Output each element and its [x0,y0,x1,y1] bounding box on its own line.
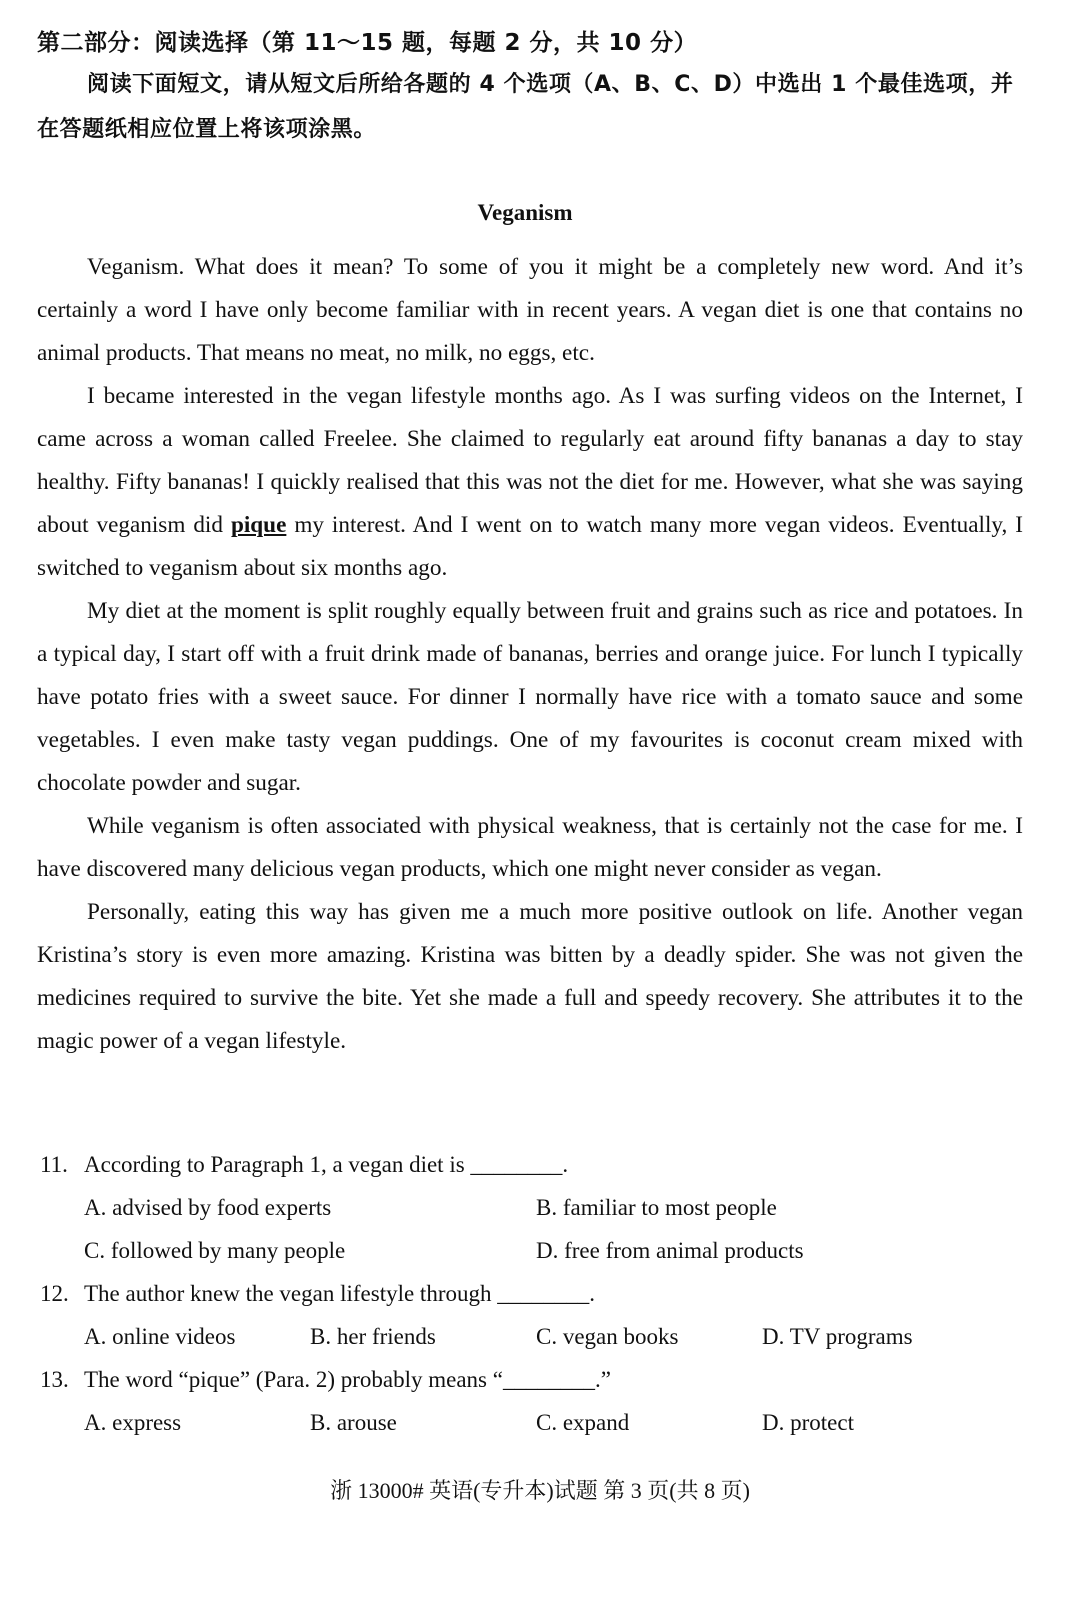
option-b: B. familiar to most people [536,1195,777,1220]
option-d: D. free from animal products [536,1238,804,1263]
option-b: B. her friends [310,1324,436,1349]
question-11-options-row-2 [40,1229,1020,1272]
question-13-options-row [40,1401,1020,1444]
passage-title: Veganism [477,200,573,225]
option-d: D. TV programs [762,1324,913,1349]
question-number: 11. [40,1152,68,1177]
option-c: C. followed by many people [84,1238,346,1263]
question-11-stem [40,1143,1020,1186]
page-footer: 浙 13000# 英语(专升本)试题 第 3 页(共 8 页) [330,1478,750,1503]
paragraph-5: Personally, eating this way has given me a much more positive outlook on life. Another vegan Kristina’s story is even more amazing. Kristina was bitten by a deadly spider. She was not given the medicines required to survive the bite. Yet she made a full and speedy recovery. She attributes it to the magic power of a vegan lifestyle. [37,899,1023,1054]
question-12-stem [40,1272,1020,1315]
paragraph-2 [37,375,1023,590]
option-a: A. advised by food experts [84,1195,332,1220]
paragraph-2-text-before: I became interested in the vegan lifestyle months ago. As I was surfing videos on the Internet, I came across a woman called Freelee. She claimed to regularly eat around fifty bananas a day to stay healthy. Fifty bananas! I quickly realised that this was not the diet for me. However, what she was saying about veganism did [37,383,1023,538]
paragraph-4: While veganism is often associated with physical weakness, that is certainly not the case for me. I have discovered many delicious vegan products, which one might never consider as vegan. [37,813,1023,882]
option-c: C. vegan books [536,1324,679,1349]
option-a: A. express [84,1410,182,1435]
question-13-stem [40,1358,1020,1401]
question-text: The author knew the vegan lifestyle through ________. [84,1281,595,1306]
paragraph-3: My diet at the moment is split roughly equally between fruit and grains such as rice and potatoes. In a typical day, I start off with a fruit drink made of bananas, berries and orange juice. For lunch I typically have potato fries with a sweet sauce. For dinner I normally have rice with a tomato sauce and some vegetables. I even make tasty vegan puddings. One of my favourites is coconut cream mixed with chocolate powder and sugar. [37,598,1023,796]
instructions: 阅读下面短文，请从短文后所给各题的 4 个选项（A、B、C、D）中选出 1 个最佳选项，并在答题纸相应位置上将该项涂黑。 [37,72,1014,142]
paragraph-1: Veganism. What does it mean? To some of you it might be a completely new word. And it’s certainly a word I have only become familiar with in recent years. A vegan diet is one that contains no animal products. That means no meat, no milk, no eggs, etc. [37,254,1023,366]
option-c: C. expand [536,1410,630,1435]
question-text: According to Paragraph 1, a vegan diet is ________. [84,1152,569,1177]
question-number: 13. [40,1367,69,1392]
option-b: B. arouse [310,1410,397,1435]
question-11-options-row-1 [40,1186,1020,1229]
underlined-word-pique: pique [230,512,287,538]
paragraph-2-text-after: my interest. And I went on to watch many more vegan videos. Eventually, I switched to veganism about six months ago. [37,512,1024,581]
question-number: 12. [40,1281,69,1306]
questions-section [40,1143,1020,1444]
question-text: The word “pique” (Para. 2) probably means “________.” [84,1367,611,1392]
section-heading: 第二部分：阅读选择（第 11～15 题，每题 2 分，共 10 分） [37,30,698,56]
question-12-options-row [40,1315,1020,1358]
option-a: A. online videos [84,1324,236,1349]
option-d: D. protect [762,1410,854,1435]
passage-body [37,246,1023,1063]
